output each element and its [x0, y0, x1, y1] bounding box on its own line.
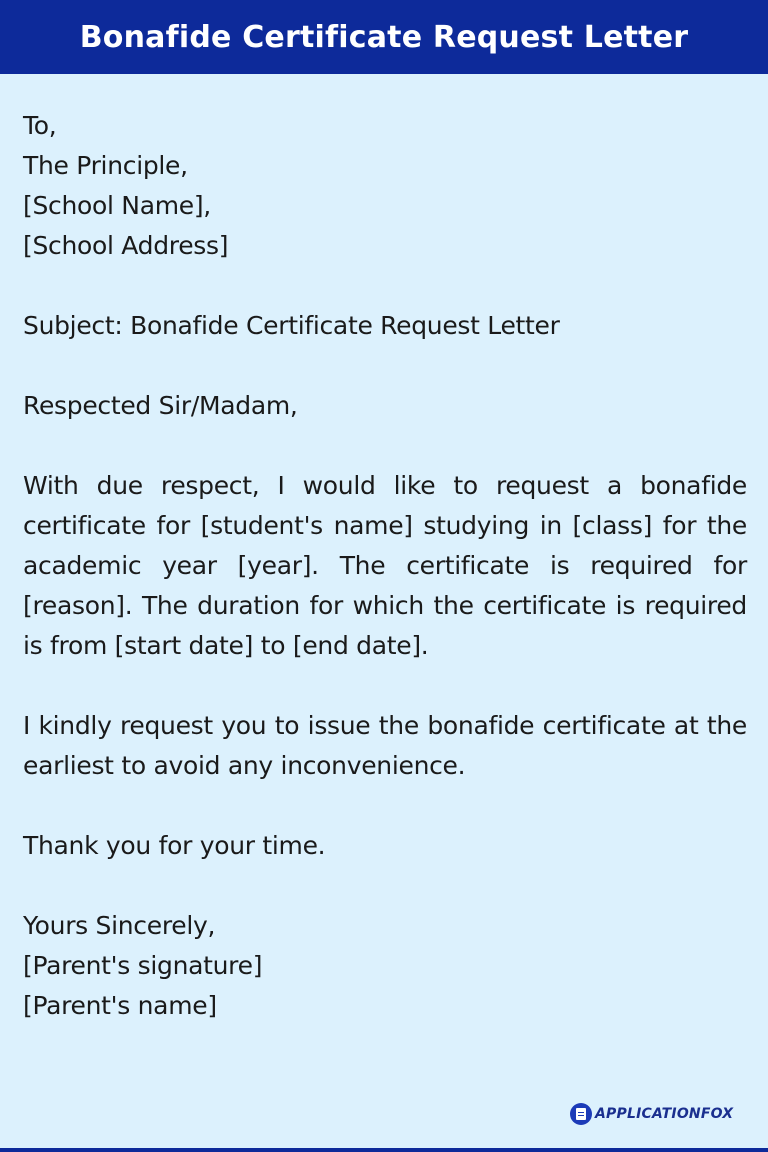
- body-paragraph-issue: I kindly request you to issue the bonafide certificate at the earliest to avoid any inconvenience.: [23, 711, 747, 780]
- address-block: [23, 106, 747, 266]
- address-line: [School Name],: [23, 191, 211, 220]
- brand-logo: [570, 1101, 733, 1127]
- header-banner: [0, 0, 768, 74]
- letter-body: [23, 106, 747, 1026]
- closing-line: Yours Sincerely,: [23, 911, 216, 940]
- bottom-bar: [0, 1148, 768, 1152]
- page-title: Bonafide Certificate Request Letter: [79, 19, 689, 55]
- subject-line: Subject: Bonafide Certificate Request Letter: [23, 311, 560, 340]
- address-line: To,: [23, 111, 57, 140]
- name-placeholder: [Parent's name]: [23, 991, 217, 1020]
- thanks-line: Thank you for your time.: [23, 831, 326, 860]
- closing-block: [23, 906, 747, 1026]
- salutation: Respected Sir/Madam,: [23, 391, 298, 420]
- brand-logo-text: APPLICATIONFOX: [595, 1106, 734, 1122]
- address-line: [School Address]: [23, 231, 229, 260]
- document-icon: [570, 1103, 592, 1125]
- signature-placeholder: [Parent's signature]: [23, 951, 263, 980]
- body-paragraph-request: With due respect, I would like to request a bonafide certificate for [student's name] studying in [class] for the academic year [year]. The certificate is required for [reason]. The duration for which the certificate is required is from [start date] to [end date].: [23, 471, 747, 660]
- address-line: The Principle,: [23, 151, 188, 180]
